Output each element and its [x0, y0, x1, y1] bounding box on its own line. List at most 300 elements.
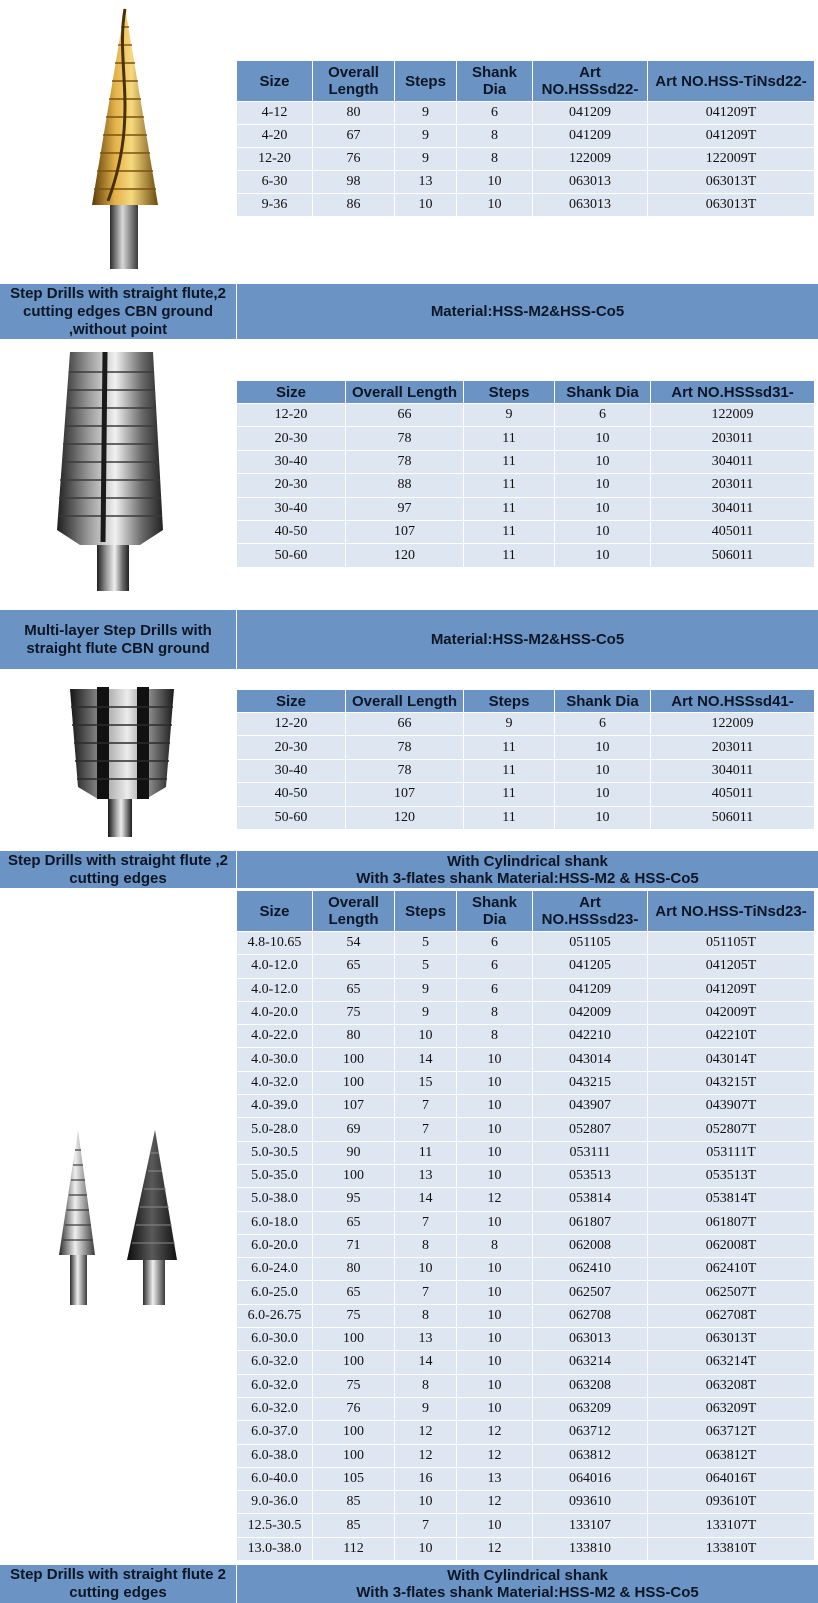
- table-cell: 405011: [651, 520, 815, 543]
- table-cell: 6.0-38.0: [237, 1444, 313, 1467]
- table-cell: 12: [457, 1537, 533, 1560]
- table-cell: 4.0-12.0: [237, 978, 313, 1001]
- table-cell: 7: [395, 1118, 457, 1141]
- table-cell: 8: [457, 148, 533, 171]
- table-cell: 203011: [651, 427, 815, 450]
- table-cell: 20-30: [237, 736, 346, 759]
- table-cell: 85: [313, 1491, 395, 1514]
- table-sd41-body: [237, 713, 815, 830]
- table-cell: 11: [464, 544, 555, 567]
- table-cell: 041209T: [648, 125, 815, 148]
- table-cell: 14: [395, 1048, 457, 1071]
- table-cell: 75: [313, 1001, 395, 1024]
- table-row: [237, 544, 815, 567]
- table-cell: 063209: [533, 1397, 648, 1420]
- table-cell: 042210: [533, 1025, 648, 1048]
- table-cell: 133107: [533, 1514, 648, 1537]
- table-cell: 4.0-12.0: [237, 955, 313, 978]
- col-overall-length: Overall Length: [346, 690, 464, 713]
- table-cell: 9: [464, 713, 555, 736]
- table-cell: 20-30: [237, 427, 346, 450]
- table-cell: 203011: [651, 474, 815, 497]
- table-cell: 063208: [533, 1374, 648, 1397]
- table-cell: 6-30: [237, 171, 313, 194]
- table-cell: 043907T: [648, 1095, 815, 1118]
- table-row: [237, 1374, 815, 1397]
- table-row: [237, 736, 815, 759]
- table-cell: 043907: [533, 1095, 648, 1118]
- table-row: [237, 978, 815, 1001]
- band-material: [237, 1565, 818, 1603]
- table-cell: 120: [346, 806, 464, 829]
- table-cell: 11: [464, 759, 555, 782]
- table-cell: 11: [464, 783, 555, 806]
- table-cell: 8: [395, 1374, 457, 1397]
- table-row: [237, 1397, 815, 1420]
- col-steps: Steps: [464, 690, 555, 713]
- table-cell: 10: [457, 1258, 533, 1281]
- table-cell: 78: [346, 427, 464, 450]
- band-straight-flute-2-edges-bottom: [0, 1565, 818, 1603]
- table-cell: 063013T: [648, 171, 815, 194]
- table-cell: 15: [395, 1071, 457, 1094]
- table-cell: 041209T: [648, 978, 815, 1001]
- table-cell: 053814T: [648, 1188, 815, 1211]
- table-cell: 78: [346, 759, 464, 782]
- table-cell: 042009T: [648, 1001, 815, 1024]
- table-cell: 10: [395, 1537, 457, 1560]
- table-sd23: [236, 890, 815, 1561]
- table-cell: 20-30: [237, 474, 346, 497]
- table-cell: 10: [457, 1281, 533, 1304]
- table-cell: 053814: [533, 1188, 648, 1211]
- table-cell: 9: [395, 148, 457, 171]
- col-shank-dia: Shank Dia: [555, 690, 651, 713]
- col-size: Size: [237, 891, 313, 932]
- band-straight-flute-cbn: [0, 284, 818, 339]
- table-cell: 6: [457, 102, 533, 125]
- table-row: [237, 171, 815, 194]
- table-cell: 053111T: [648, 1141, 815, 1164]
- table-cell: 12: [457, 1491, 533, 1514]
- table-sd41: [236, 689, 815, 830]
- table-cell: 10: [457, 1514, 533, 1537]
- table-cell: 100: [313, 1164, 395, 1187]
- table-cell: 120: [346, 544, 464, 567]
- table-cell: 506011: [651, 806, 815, 829]
- table-cell: 10: [457, 1164, 533, 1187]
- table-cell: 063013: [533, 171, 648, 194]
- table-cell: 76: [313, 1397, 395, 1420]
- material-line-1: With Cylindrical shank: [447, 852, 608, 870]
- col-steps: Steps: [395, 61, 457, 102]
- col-art-no: Art NO.HSSsd23-: [533, 891, 648, 932]
- table-cell: 75: [313, 1374, 395, 1397]
- table-sd23-body: [237, 932, 815, 1561]
- table-row: [237, 1211, 815, 1234]
- table-row: [237, 450, 815, 473]
- table-cell: 40-50: [237, 783, 346, 806]
- table-row: [237, 194, 815, 217]
- table-cell: 063712T: [648, 1421, 815, 1444]
- table-cell: 064016T: [648, 1467, 815, 1490]
- table-cell: 061807T: [648, 1211, 815, 1234]
- table-cell: 8: [457, 1025, 533, 1048]
- table-cell: 10: [457, 171, 533, 194]
- table-row: [237, 783, 815, 806]
- table-cell: 13.0-38.0: [237, 1537, 313, 1560]
- material-line-2: With 3-flates shank Material:HSS-M2 & HSS-Co5: [356, 869, 699, 887]
- table-cell: 65: [313, 955, 395, 978]
- table-row: [237, 1421, 815, 1444]
- table-cell: 12.5-30.5: [237, 1514, 313, 1537]
- table-cell: 041205T: [648, 955, 815, 978]
- table-cell: 041205: [533, 955, 648, 978]
- table-cell: 6.0-37.0: [237, 1421, 313, 1444]
- table-cell: 50-60: [237, 544, 346, 567]
- table-row: [237, 1514, 815, 1537]
- table-cell: 7: [395, 1095, 457, 1118]
- table-cell: 12: [457, 1444, 533, 1467]
- table-row: [237, 1444, 815, 1467]
- table-cell: 30-40: [237, 450, 346, 473]
- table-sd31: [236, 380, 815, 568]
- table-cell: 10: [457, 1118, 533, 1141]
- table-cell: 9.0-36.0: [237, 1491, 313, 1514]
- table-cell: 98: [313, 171, 395, 194]
- table-cell: 6.0-32.0: [237, 1351, 313, 1374]
- col-art-no-tin: Art NO.HSS-TiNsd22-: [648, 61, 815, 102]
- col-overall-length: Overall Length: [313, 61, 395, 102]
- table-cell: 053513T: [648, 1164, 815, 1187]
- table-cell: 10: [555, 783, 651, 806]
- band-material: Material:HSS-M2&HSS-Co5: [430, 631, 625, 648]
- table-row: [237, 404, 815, 427]
- table-cell: 10: [555, 806, 651, 829]
- table-cell: 10: [457, 1304, 533, 1327]
- table-cell: 10: [457, 194, 533, 217]
- table-cell: 11: [464, 736, 555, 759]
- table-cell: 062507T: [648, 1281, 815, 1304]
- table-cell: 10: [395, 194, 457, 217]
- table-cell: 12-20: [237, 148, 313, 171]
- table-cell: 203011: [651, 736, 815, 759]
- table-cell: 133107T: [648, 1514, 815, 1537]
- table-cell: 062708T: [648, 1304, 815, 1327]
- col-art-no: Art NO.HSSsd31-: [651, 381, 815, 404]
- band-material: [237, 851, 818, 888]
- table-cell: 122009: [651, 404, 815, 427]
- straight-flute-step-drill-image: [45, 350, 175, 595]
- table-cell: 4.0-39.0: [237, 1095, 313, 1118]
- col-shank-dia: Shank Dia: [457, 61, 533, 102]
- table-cell: 10: [457, 1397, 533, 1420]
- table-cell: 10: [457, 1071, 533, 1094]
- table-cell: 66: [346, 404, 464, 427]
- table-cell: 85: [313, 1514, 395, 1537]
- table-cell: 5: [395, 932, 457, 955]
- table-cell: 69: [313, 1118, 395, 1141]
- table-cell: 6.0-18.0: [237, 1211, 313, 1234]
- table-cell: 100: [313, 1071, 395, 1094]
- table-cell: 304011: [651, 497, 815, 520]
- table-row: [237, 806, 815, 829]
- table-sd22: [236, 60, 815, 217]
- table-cell: 043215T: [648, 1071, 815, 1094]
- table-row: [237, 1188, 815, 1211]
- table-row: [237, 520, 815, 543]
- table-cell: 112: [313, 1537, 395, 1560]
- table-cell: 8: [395, 1304, 457, 1327]
- table-cell: 304011: [651, 450, 815, 473]
- table-cell: 6.0-20.0: [237, 1234, 313, 1257]
- band-straight-flute-2-edges: [0, 851, 818, 888]
- table-cell: 11: [464, 497, 555, 520]
- table-cell: 6.0-24.0: [237, 1258, 313, 1281]
- table-cell: 10: [457, 1095, 533, 1118]
- table-cell: 052807: [533, 1118, 648, 1141]
- table-cell: 6: [555, 404, 651, 427]
- table-cell: 65: [313, 1211, 395, 1234]
- table-row: [237, 759, 815, 782]
- table-cell: 10: [457, 1141, 533, 1164]
- table-cell: 76: [313, 148, 395, 171]
- table-row: [237, 1141, 815, 1164]
- table-cell: 093610T: [648, 1491, 815, 1514]
- table-cell: 6.0-32.0: [237, 1397, 313, 1420]
- table-row: [237, 125, 815, 148]
- table-cell: 5: [395, 955, 457, 978]
- table-cell: 10: [395, 1491, 457, 1514]
- table-cell: 5.0-30.5: [237, 1141, 313, 1164]
- table-cell: 6: [457, 978, 533, 1001]
- table-cell: 8: [457, 1234, 533, 1257]
- table-cell: 041209: [533, 978, 648, 1001]
- table-cell: 063013T: [648, 194, 815, 217]
- table-cell: 8: [395, 1234, 457, 1257]
- table-cell: 107: [346, 520, 464, 543]
- table-cell: 062708: [533, 1304, 648, 1327]
- table-cell: 40-50: [237, 520, 346, 543]
- table-row: [237, 1025, 815, 1048]
- table-row: [237, 1048, 815, 1071]
- table-cell: 8: [457, 125, 533, 148]
- tin-spiral-step-drill-image: [70, 5, 170, 275]
- table-cell: 6: [457, 955, 533, 978]
- table-cell: 16: [395, 1467, 457, 1490]
- band-multi-layer: [0, 610, 818, 669]
- table-row: [237, 1164, 815, 1187]
- table-row: [237, 1491, 815, 1514]
- table-cell: 13: [395, 171, 457, 194]
- table-cell: 10: [395, 1025, 457, 1048]
- table-cell: 051105T: [648, 932, 815, 955]
- col-size: Size: [237, 381, 346, 404]
- table-cell: 6.0-25.0: [237, 1281, 313, 1304]
- table-cell: 043014: [533, 1048, 648, 1071]
- table-cell: 063214: [533, 1351, 648, 1374]
- table-cell: 14: [395, 1351, 457, 1374]
- table-cell: 122009: [533, 148, 648, 171]
- material-line-1: With Cylindrical shank: [447, 1567, 608, 1584]
- table-cell: 6.0-26.75: [237, 1304, 313, 1327]
- table-cell: 041209: [533, 102, 648, 125]
- table-cell: 11: [464, 474, 555, 497]
- table-cell: 95: [313, 1188, 395, 1211]
- table-cell: 12: [457, 1421, 533, 1444]
- table-row: [237, 427, 815, 450]
- table-cell: 78: [346, 736, 464, 759]
- table-cell: 12: [395, 1421, 457, 1444]
- table-cell: 9: [395, 1001, 457, 1024]
- table-cell: 71: [313, 1234, 395, 1257]
- col-shank-dia: Shank Dia: [457, 891, 533, 932]
- table-cell: 10: [457, 1048, 533, 1071]
- table-cell: 7: [395, 1514, 457, 1537]
- table-cell: 100: [313, 1328, 395, 1351]
- table-cell: 11: [395, 1141, 457, 1164]
- table-cell: 063013T: [648, 1328, 815, 1351]
- table-row: [237, 1095, 815, 1118]
- cylindrical-and-3-flat-shank-drills-image: [45, 1125, 210, 1310]
- table-sd22-body: [237, 102, 815, 217]
- table-cell: 10: [457, 1374, 533, 1397]
- col-overall-length: Overall Length: [313, 891, 395, 932]
- table-cell: 107: [313, 1095, 395, 1118]
- table-cell: 062410T: [648, 1258, 815, 1281]
- table-cell: 6: [457, 932, 533, 955]
- table-row: [237, 932, 815, 955]
- table-cell: 6.0-30.0: [237, 1328, 313, 1351]
- table-cell: 10: [555, 450, 651, 473]
- table-cell: 12-20: [237, 404, 346, 427]
- table-cell: 5.0-28.0: [237, 1118, 313, 1141]
- band-title: Step Drills with straight flute ,2 cutting edges: [0, 851, 237, 888]
- col-size: Size: [237, 690, 346, 713]
- table-cell: 107: [346, 783, 464, 806]
- table-cell: 10: [555, 474, 651, 497]
- table-cell: 6: [555, 713, 651, 736]
- table-cell: 10: [555, 759, 651, 782]
- table-cell: 67: [313, 125, 395, 148]
- table-cell: 11: [464, 520, 555, 543]
- table-cell: 9: [395, 1397, 457, 1420]
- table-cell: 10: [457, 1351, 533, 1374]
- table-cell: 10: [555, 497, 651, 520]
- table-row: [237, 1304, 815, 1327]
- multi-layer-step-drill-image: [62, 675, 182, 840]
- table-row: [237, 1351, 815, 1374]
- table-row: [237, 1258, 815, 1281]
- table-cell: 80: [313, 102, 395, 125]
- table-cell: 12: [395, 1444, 457, 1467]
- col-overall-length: Overall Length: [346, 381, 464, 404]
- table-cell: 064016: [533, 1467, 648, 1490]
- table-cell: 30-40: [237, 497, 346, 520]
- table-row: [237, 1467, 815, 1490]
- table-cell: 062410: [533, 1258, 648, 1281]
- table-cell: 6.0-40.0: [237, 1467, 313, 1490]
- table-cell: 093610: [533, 1491, 648, 1514]
- table-cell: 063712: [533, 1421, 648, 1444]
- table-cell: 043215: [533, 1071, 648, 1094]
- table-cell: 9: [464, 404, 555, 427]
- table-cell: 9: [395, 978, 457, 1001]
- table-cell: 7: [395, 1281, 457, 1304]
- table-cell: 66: [346, 713, 464, 736]
- table-cell: 10: [395, 1258, 457, 1281]
- band-material: Material:HSS-M2&HSS-Co5: [430, 303, 625, 320]
- table-cell: 12: [457, 1188, 533, 1211]
- table-cell: 100: [313, 1048, 395, 1071]
- table-cell: 97: [346, 497, 464, 520]
- table-cell: 5.0-35.0: [237, 1164, 313, 1187]
- band-title: Multi-layer Step Drills with straight flute CBN ground: [0, 610, 237, 669]
- table-cell: 043014T: [648, 1048, 815, 1071]
- table-sd31-body: [237, 404, 815, 568]
- table-cell: 105: [313, 1467, 395, 1490]
- table-cell: 8: [457, 1001, 533, 1024]
- table-cell: 78: [346, 450, 464, 473]
- table-cell: 90: [313, 1141, 395, 1164]
- table-cell: 063208T: [648, 1374, 815, 1397]
- table-cell: 75: [313, 1304, 395, 1327]
- table-cell: 042210T: [648, 1025, 815, 1048]
- table-row: [237, 474, 815, 497]
- table-cell: 88: [346, 474, 464, 497]
- table-cell: 4.0-20.0: [237, 1001, 313, 1024]
- col-steps: Steps: [395, 891, 457, 932]
- table-cell: 10: [555, 736, 651, 759]
- table-cell: 133810T: [648, 1537, 815, 1560]
- table-cell: 405011: [651, 783, 815, 806]
- table-cell: 6.0-32.0: [237, 1374, 313, 1397]
- table-cell: 9-36: [237, 194, 313, 217]
- table-row: [237, 1328, 815, 1351]
- table-row: [237, 1234, 815, 1257]
- table-cell: 133810: [533, 1537, 648, 1560]
- table-cell: 063013: [533, 1328, 648, 1351]
- table-cell: 042009: [533, 1001, 648, 1024]
- table-cell: 65: [313, 978, 395, 1001]
- col-shank-dia: Shank Dia: [555, 381, 651, 404]
- table-cell: 061807: [533, 1211, 648, 1234]
- table-cell: 50-60: [237, 806, 346, 829]
- table-cell: 86: [313, 194, 395, 217]
- table-cell: 80: [313, 1258, 395, 1281]
- table-cell: 30-40: [237, 759, 346, 782]
- table-cell: 122009T: [648, 148, 815, 171]
- table-cell: 122009: [651, 713, 815, 736]
- col-size: Size: [237, 61, 313, 102]
- table-cell: 062008T: [648, 1234, 815, 1257]
- col-steps: Steps: [464, 381, 555, 404]
- table-cell: 506011: [651, 544, 815, 567]
- table-cell: 063812: [533, 1444, 648, 1467]
- table-cell: 062507: [533, 1281, 648, 1304]
- table-row: [237, 148, 815, 171]
- table-cell: 4-20: [237, 125, 313, 148]
- table-cell: 4.8-10.65: [237, 932, 313, 955]
- band-title: Step Drills with straight flute,2 cutting edges CBN ground ,without point: [0, 284, 237, 339]
- table-row: [237, 713, 815, 736]
- table-cell: 304011: [651, 759, 815, 782]
- table-cell: 14: [395, 1188, 457, 1211]
- band-title: Step Drills with straight flute 2 cutting edges: [0, 1565, 237, 1603]
- table-cell: 063209T: [648, 1397, 815, 1420]
- table-cell: 4.0-30.0: [237, 1048, 313, 1071]
- table-cell: 053111: [533, 1141, 648, 1164]
